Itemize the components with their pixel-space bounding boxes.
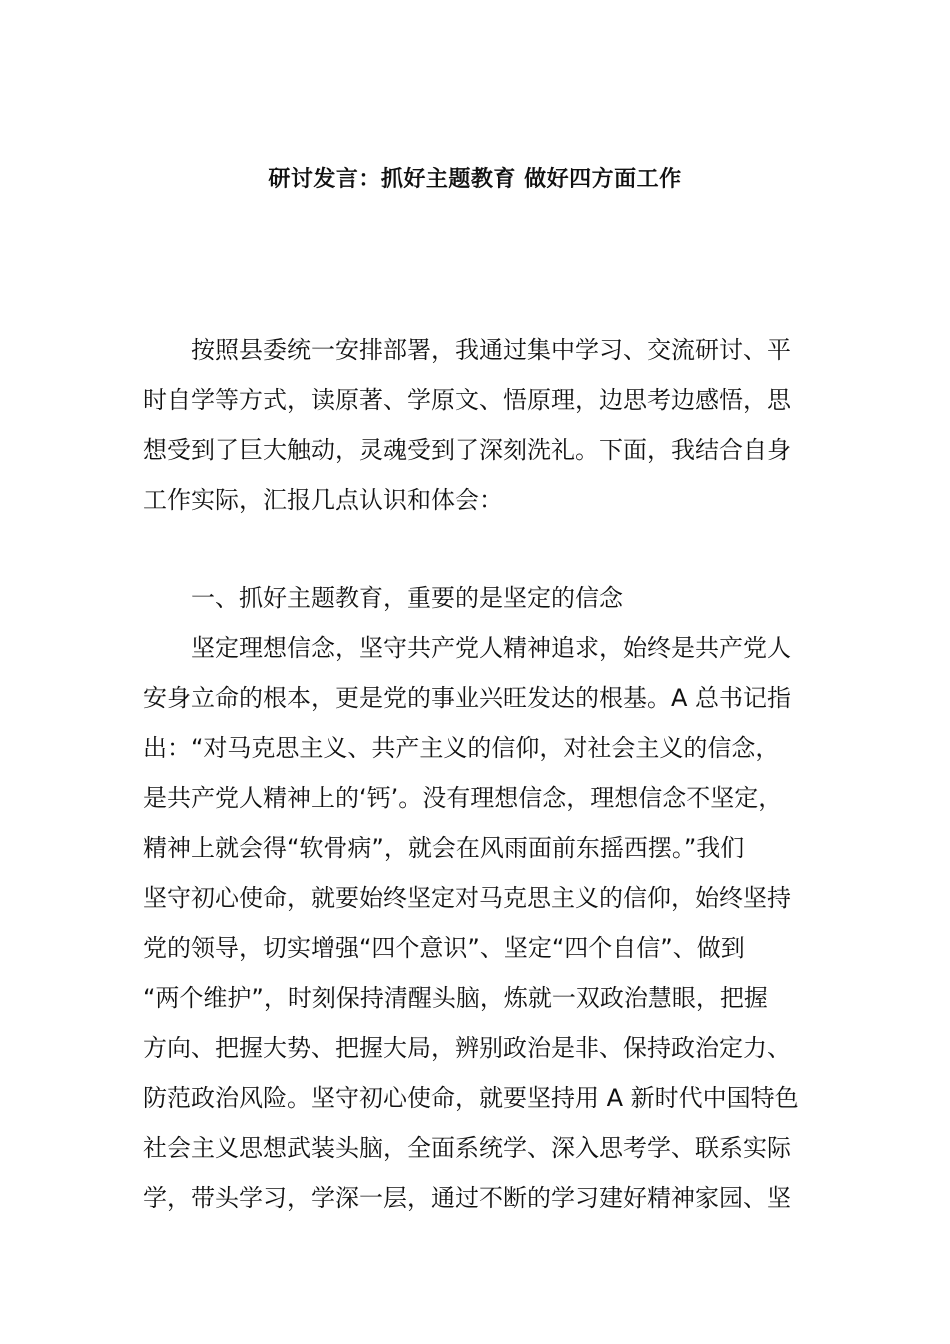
text-line: 方向、把握大势、把握大局，辨别政治是非、保持政治定力、 xyxy=(143,1034,791,1062)
text-line: 坚定理想信念，坚守共产党人精神追求，始终是共产党人 xyxy=(191,634,791,662)
text-line: 出：“对马克思主义、共产主义的信仰，对社会主义的信念， xyxy=(143,734,780,762)
text-line: 精神上就会得“软骨病”，就会在风雨面前东摇西摆。”我们 xyxy=(143,834,745,862)
text-line: 想受到了巨大触动，灵魂受到了深刻洗礼。下面，我结合自身 xyxy=(143,436,791,464)
text-line: 学，带头学习，学深一层，通过不断的学习建好精神家园、坚 xyxy=(143,1184,791,1212)
text-line: 时自学等方式，读原著、学原文、悟原理，边思考边感悟，思 xyxy=(143,386,791,414)
document-title: 研讨发言：抓好主题教育 做好四方面工作 xyxy=(268,167,682,192)
text-line: 按照县委统一安排部署，我通过集中学习、交流研讨、平 xyxy=(191,336,791,364)
text-line: 社会主义思想武装头脑，全面系统学、深入思考学、联系实际 xyxy=(143,1134,791,1162)
text-line: 坚守初心使命，就要始终坚定对马克思主义的信仰，始终坚持 xyxy=(143,884,791,912)
section-heading: 一、抓好主题教育，重要的是坚定的信念 xyxy=(191,584,623,612)
text-line: 安身立命的根本，更是党的事业兴旺发达的根基。A 总书记指 xyxy=(143,684,792,712)
intro-paragraph xyxy=(143,325,807,525)
text-line: 工作实际，汇报几点认识和体会： xyxy=(143,486,503,514)
text-line: 防范政治风险。坚守初心使命，就要坚持用 A 新时代中国特色 xyxy=(143,1084,799,1112)
text-line: 党的领导，切实增强“四个意识”、坚定“四个自信”、做到 xyxy=(143,934,745,962)
text-line: 是共产党人精神上的‘钙’。没有理想信念，理想信念不坚定， xyxy=(143,784,783,812)
text-line: “两个维护”，时刻保持清醒头脑，炼就一双政治慧眼，把握 xyxy=(143,984,768,1012)
section-1 xyxy=(143,573,807,1223)
